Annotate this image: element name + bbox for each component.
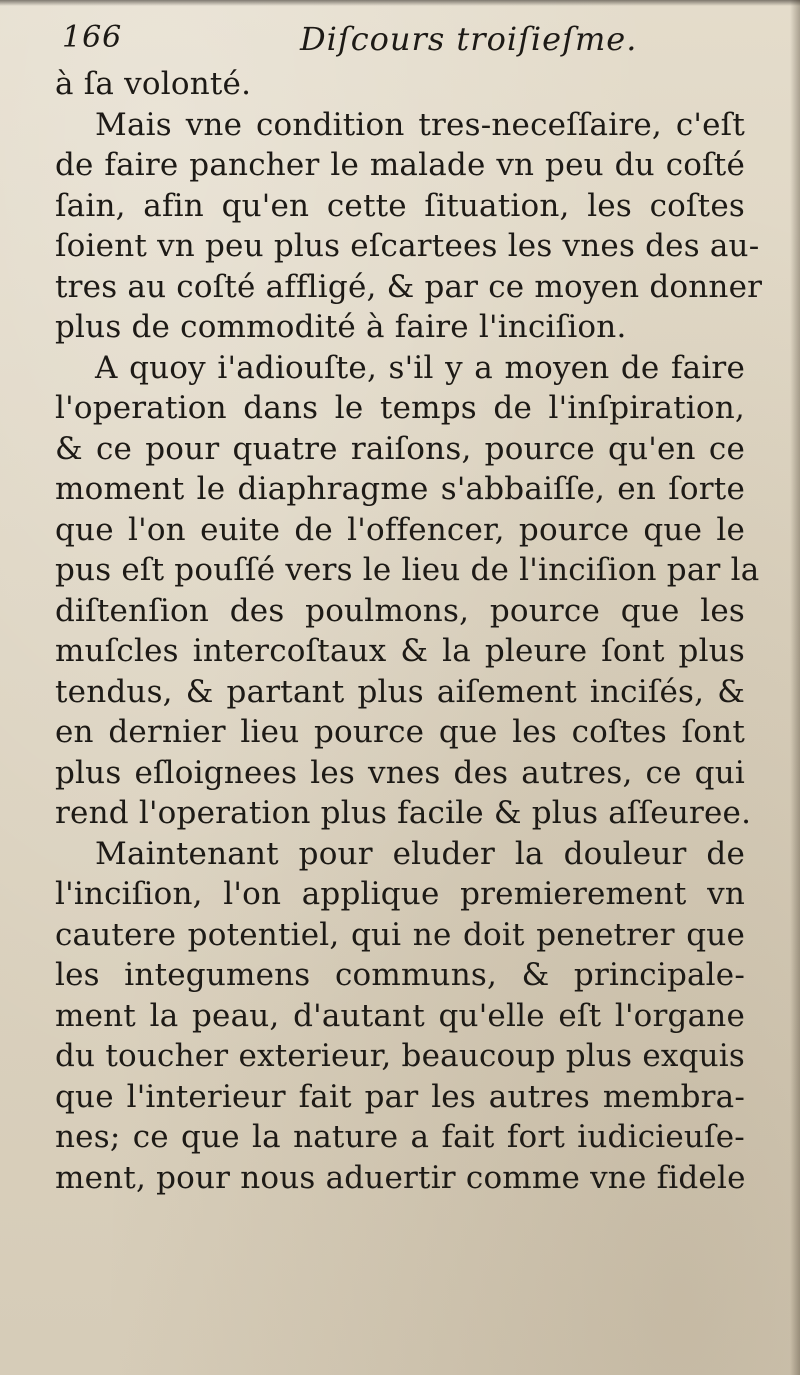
text-line: ment la peau, d'autant qu'elle eſt l'organe [55,997,745,1034]
text-line: que l'interieur fait par les autres membra- [55,1078,745,1115]
text-line: Maintenant pour eluder la douleur de [95,835,745,872]
text-line: du toucher exterieur, beaucoup plus exquis [55,1038,745,1074]
text-line: ment, pour nous aduertir comme vne fidele [55,1159,746,1196]
text-line: les integumens communs, & principale- [55,957,745,993]
text-line: de faire pancher le malade vn peu du coſté [55,147,745,183]
text-line: diſtenſion des poulmons, pource que les [55,592,745,629]
text-line: Mais vne condition tres-neceſſaire, c'eſt [95,106,745,143]
text-line: rend l'operation plus facile & plus aſſeuree. [55,795,752,831]
running-title: Diſcours troiſieſme. [300,20,638,58]
text-line: muſcles intercoſtaux & la pleure ſont plus [55,633,745,669]
body-text [55,64,763,1198]
page-header [62,20,762,64]
text-line: A quoy i'adiouſte, s'il y a moyen de faire [95,349,745,386]
text-line: pus eſt pouſſé vers le lieu de l'inciſion par la [55,552,760,588]
text-line: que l'on euite de l'offencer, pource que le [55,511,745,548]
text-line: plus eſloignees les vnes des autres, ce qui [55,754,745,791]
text-line: ſain, afin qu'en cette ſituation, les coſtes [55,187,745,224]
page-top-shadow [0,0,800,6]
page-number: 166 [62,20,123,55]
text-line: ſoient vn peu plus eſcartees les vnes des au- [55,228,760,264]
text-line: tendus, & partant plus aiſement inciſés, & [55,673,745,710]
text-line: cautere potentiel, qui ne doit penetrer que [55,916,745,953]
text-line: l'operation dans le temps de l'inſpiration, [55,390,745,426]
text-line: & ce pour quatre raiſons, pource qu'en ce [55,430,745,467]
text-line: moment le diaphragme s'abbaiſſe, en ſorte [55,471,745,507]
text-line: plus de commodité à faire l'inciſion. [55,309,627,345]
text-line: tres au coſté affligé, & par ce moyen donner [55,268,763,305]
text-line: à ſa volonté. [55,66,252,102]
text-line: nes; ce que la nature a fait fort iudicieuſe- [55,1119,745,1155]
text-line: l'inciſion, l'on applique premierement vn [55,876,745,912]
text-line: en dernier lieu pource que les coſtes ſont [55,714,745,750]
